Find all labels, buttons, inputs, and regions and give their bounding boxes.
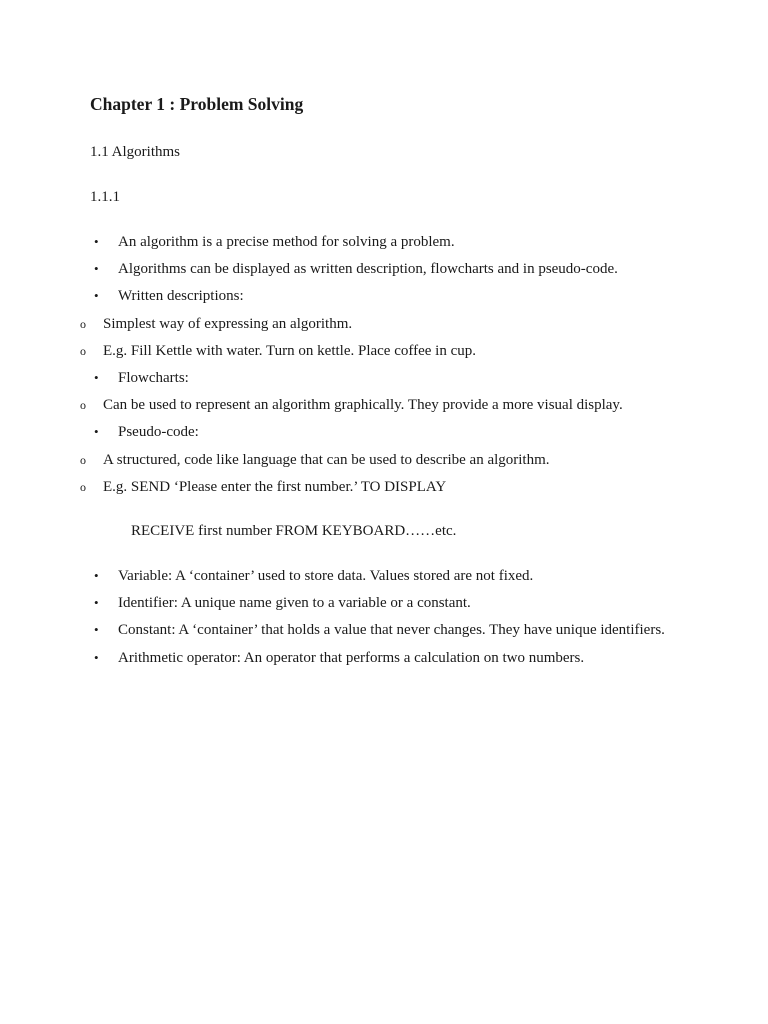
bullet-icon: • [94, 424, 99, 440]
bullet-icon: • [94, 261, 99, 277]
list-item-text: Algorithms can be displayed as written description, flowcharts and in pseudo-code. [118, 261, 618, 278]
list-item [0, 620, 768, 647]
bullet-icon: • [94, 649, 99, 665]
list-item-text: E.g. Fill Kettle with water. Turn on kettle. Place coffee in cup. [103, 342, 476, 359]
bullet-icon: • [94, 369, 99, 385]
list-item [0, 566, 768, 593]
bullet-icon: • [94, 568, 99, 583]
bullet-icon: • [94, 595, 99, 611]
bullet-list-primary [0, 232, 768, 504]
list-item [0, 259, 768, 286]
list-item [0, 368, 768, 395]
list-item [0, 648, 768, 675]
list-item [0, 232, 768, 259]
section-heading: 1.1 Algorithms [90, 144, 181, 160]
chapter-title: Chapter 1 : Problem Solving [90, 94, 304, 114]
bullet-icon: • [94, 288, 99, 304]
list-item [0, 286, 768, 313]
list-item-text: Written descriptions: [118, 288, 244, 305]
list-item [0, 314, 768, 341]
list-item [0, 450, 768, 477]
list-item [0, 395, 768, 422]
circle-bullet-icon: o [80, 398, 86, 413]
bullet-icon: • [94, 234, 99, 249]
list-item-text: E.g. SEND ‘Please enter the first number.’ TO DISPLAY [103, 478, 447, 495]
list-item-text: An algorithm is a precise method for solving a problem. [118, 234, 455, 250]
list-item [0, 341, 768, 368]
list-item [0, 593, 768, 620]
circle-bullet-icon: o [80, 343, 86, 358]
circle-bullet-icon: o [80, 452, 86, 467]
subsection-heading: 1.1.1 [90, 189, 120, 205]
circle-bullet-icon: o [80, 316, 86, 331]
circle-bullet-icon: o [80, 479, 86, 494]
list-item-text: Simplest way of expressing an algorithm. [103, 315, 353, 332]
list-item-text: A structured, code like language that can be used to describe an algorithm. [103, 451, 550, 468]
list-item-text: Pseudo-code: [118, 424, 199, 441]
list-item-text: Variable: A ‘container’ used to store data. Values stored are not fixed. [118, 568, 534, 584]
list-item-text: Can be used to represent an algorithm graphically. They provide a more visual display. [103, 397, 623, 414]
list-item-text: Constant: A ‘container’ that holds a value that never changes. They have unique identifiers. [118, 622, 665, 639]
list-item [0, 477, 768, 504]
list-item-text: Identifier: A unique name given to a variable or a constant. [118, 595, 471, 612]
list-item [0, 422, 768, 449]
list-item-text: Flowcharts: [118, 369, 189, 386]
pseudo-code-continuation: RECEIVE first number FROM KEYBOARD……etc. [131, 523, 457, 539]
list-item-text: Arithmetic operator: An operator that performs a calculation on two numbers. [118, 649, 585, 666]
bullet-list-definitions [0, 566, 768, 675]
bullet-icon: • [94, 622, 99, 638]
